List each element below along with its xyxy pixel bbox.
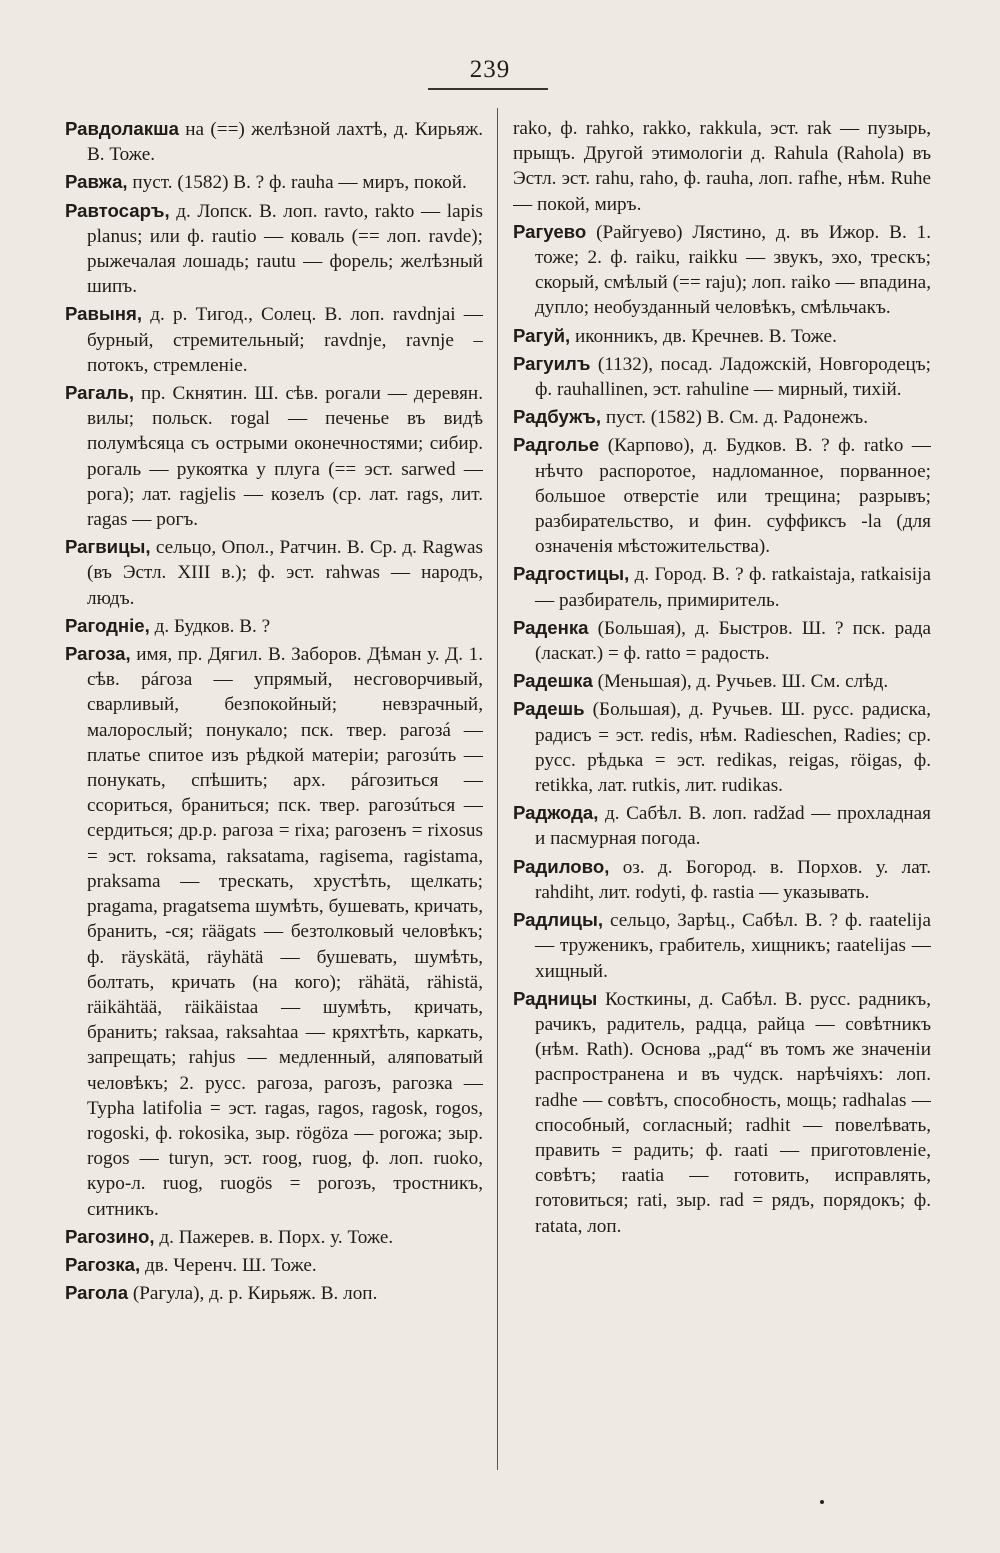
entry-headword: Рагозка, [65,1253,141,1275]
dictionary-entry [513,615,931,666]
column-divider [497,108,498,1470]
entry-headword: Радницы [513,987,598,1009]
dictionary-entry [65,380,483,532]
dictionary-entry [65,169,483,195]
entry-definition: (Райгуево) Лястино, д. въ Ижор. В. 1. тоже; 2. ф. raiku, raikku — звукъ, эхо, трескъ; скорый, смѣлый (== raju); лоп. raiko — впадина, дупло; необузданный человѣкъ, смѣльчакъ. [535,221,931,319]
dictionary-entry [65,534,483,611]
entry-definition: на (==) желѣзной лахтѣ, д. Кирьяж. В. Тоже. [87,119,483,166]
entry-headword: Рагуево [513,220,587,242]
entry-definition: д. Сабѣл. В. лоп. radžad — прохладная и пасмурная погода. [535,803,931,850]
entry-definition: (Карпово), д. Будков. В. ? ф. ratko — нѣчто распоротое, надломанное, порванное; большое отверстіе или трещина; разрывъ; разбирательство, и фин. суффиксъ -la (для означенія мѣстожительства). [535,435,931,558]
page-number: 239 [469,56,511,83]
dictionary-entry [513,116,931,217]
entry-headword: Радголье [513,434,600,456]
entry-headword: Радгостицы, [513,563,630,585]
entry-definition: д. Лопск. В. лоп. ravto, rakto — lapis planus; или ф. rautio — коваль (== лоп. ravde); рыжечалая лошадь; rautu — форель; желѣзный шипъ. [87,200,483,298]
entry-headword: Равдолакша [65,118,179,139]
dictionary-entry [513,323,931,349]
dictionary-entry [513,800,931,851]
dictionary-entry [513,561,931,612]
entry-definition: (Меньшая), д. Ручьев. Ш. См. слѣд. [592,671,889,693]
entry-definition: пуст. (1582) В. См. д. Радонежъ. [601,407,869,429]
entry-headword: Радилово, [513,855,610,877]
entry-headword: Равтосаръ, [65,199,170,221]
dictionary-entry [65,1252,483,1278]
entry-definition: д. Пажерев. в. Порх. у. Тоже. [154,1226,394,1248]
entry-definition: Косткины, д. Сабѣл. В. русс. радникъ, рачикъ, радитель, радца, райца — совѣтникъ (нѣм. Rath). Основа „рад“ въ томъ же значеніи распространена и въ чудск. нарѣчіяхъ: лоп. radhe — совѣтъ, способность, мощь; radhalas — способный, согласный; radhit — повелѣвать, править = радить; ф. raati — приготовленіе, совѣтъ; raatia — готовить, исправлять, готовиться; rati, зыр. rad = рядъ, порядокъ; ф. ratata, лоп. [535,988,931,1237]
dictionary-entry [513,404,931,430]
entry-headword: Рагоза, [65,643,131,665]
dictionary-entry [65,613,483,639]
ink-speck [820,1500,824,1504]
entry-definition: иконникъ, дв. Кречнев. В. Тоже. [570,325,837,347]
entry-definition: сельцо, Опол., Ратчин. В. Ср. д. Ragwas (въ Эстл. XIII в.); ф. эст. rahwas — народъ, людъ. [87,537,483,609]
dictionary-entry [513,432,931,559]
entry-headword: Рагуй, [513,324,571,346]
entry-definition: дв. Черенч. Ш. Тоже. [140,1254,317,1276]
dictionary-entry [513,351,931,402]
entry-headword: Рагола [65,1282,129,1304]
entry-headword: Раджода, [513,802,599,824]
entry-headword: Рагодніе, [65,614,150,636]
entry-definition: (Большая), д. Быстров. Ш. ? пск. рада (ласкат.) = ф. ratto = радость. [535,617,931,665]
entry-headword: Равыня, [65,303,143,325]
entry-headword: Радлицы, [513,909,604,931]
dictionary-entry [513,907,931,984]
entry-definition: (Большая), д. Ручьев. Ш. русс. радиска, радисъ = эст. redis, нѣм. Radieschen, Radies; ср. русс. рѣдька = эст. redikas, reigas, röigas, ф. retikka, лат. rutkis, лит. rudikas. [535,699,931,797]
entry-definition: оз. д. Богород. в. Порхов. у. лат. rahdiht, лит. rodyti, ф. rastia — указывать. [535,856,931,903]
entry-definition: (1132), посад. Ладожскій, Новгородецъ; ф. rauhallinen, эст. rahuline — мирный, тихій. [535,353,931,401]
left-column [65,116,483,1476]
dictionary-entry [513,986,931,1239]
entry-definition: пуст. (1582) В. ? ф. rauha — миръ, покой. [127,172,467,194]
entry-headword: Рагуилъ [513,352,591,374]
entry-headword: Радбужъ, [513,406,602,428]
dictionary-entry [65,1280,483,1306]
entry-definition: пр. Скнятин. Ш. сѣв. рогали — деревян. вилы; польск. rogal — печенье въ видѣ полумѣсяца съ острыми оконечностями; сибир. рогаль — рукоятка у плуга (== эст. sarwed — рога); лат. ragjelis — козелъ (ср. лат. rags, лит. ragas — рогъ. [87,383,483,531]
entry-headword: Рагозино, [65,1225,155,1247]
dictionary-entry [65,116,483,167]
entry-headword: Раденка [513,616,589,638]
dictionary-entry [65,198,483,300]
entry-definition: д. р. Тигод., Солец. В. лоп. ravdnjai — бурный, стремительный; ravdnje, ravnje – потокъ, стремленіе. [87,304,483,376]
entry-headword: Равжа, [65,171,128,193]
entry-definition: д. Город. В. ? ф. ratkaistaja, ratkaisija — разбиратель, примиритель. [535,564,931,611]
entry-headword: Рагаль, [65,382,134,404]
entry-headword: Радешка [513,670,593,692]
right-column [513,116,931,1476]
entry-definition: (Рагула), д. р. Кирьяж. В. лоп. [128,1283,378,1305]
dictionary-entry [513,668,931,694]
entry-definition: сельцо, Зарѣц., Сабѣл. В. ? ф. raatelija — труженикъ, грабитель, хищникъ; raatelijas — хищный. [535,910,931,982]
entry-definition: д. Будков. В. ? [149,615,271,637]
header-rule [428,88,548,90]
entry-definition: имя, пр. Дягил. В. Заборов. Дѣман у. Д. 1. сѣв. рáгоза — упрямый, несговорчивый, сварливый, безпокойный; невзрачный, малорослый; понукало; пск. твер. рагозá — платье спитое изъ рѣдкой матеріи; рагозúть — понукать, спѣшить; арх. рáгозиться — ссориться, браниться; пск. твер. рагозúться — сердиться; др.р. рагоза = rixa; рагозенъ = rixosus = эст. roksama, raksatama, ragisema, ragistama, praksama — трескать, хрустѣть, щелкать; pragama, pragatsema шумѣть, бушевать, кричать, бранить, -ся; räägats — безтолковый человѣкъ; ф. räyskätä, räyhätä — бушевать, шумѣть, болтать, кричать (на кого); rähätä, rähistä, räikähtää, räikäistaa — шумѣть, кричать, бранить; raksaa, raksahtaa — кряхтѣть, каркать, запрещать; rahjus — медленный, аляповатый человѣкъ; 2. русс. рагоза, рагозъ, рагозка — Typha latifolia = эст. ragas, ragos, ragosk, rogos, rogoski, ф. rokosika, зыр. rögöza — рогожа; зыр. rogos — turyn, эст. roog, ruog, ф. лоп. ruoko, куро-л. ruog, ruogös = рогозъ, тростникъ, ситникъ. [87,644,483,1220]
dictionary-entry [513,696,931,798]
dictionary-entry [65,641,483,1222]
dictionary-entry [65,1224,483,1250]
dictionary-entry [513,219,931,321]
dictionary-entry [513,854,931,905]
entry-headword: Рагвицы, [65,536,151,558]
entry-headword: Радешь [513,698,585,720]
entry-definition: rako, ф. rahko, rakko, rakkula, эст. rak — пузырь, прыщъ. Другой этимологіи д. Rahula (Rahola) въ Эстл. эст. rahu, raho, ф. rauha, лоп. rafhe, нѣм. Ruhe — покой, миръ. [513,118,931,215]
dictionary-entry [65,301,483,378]
